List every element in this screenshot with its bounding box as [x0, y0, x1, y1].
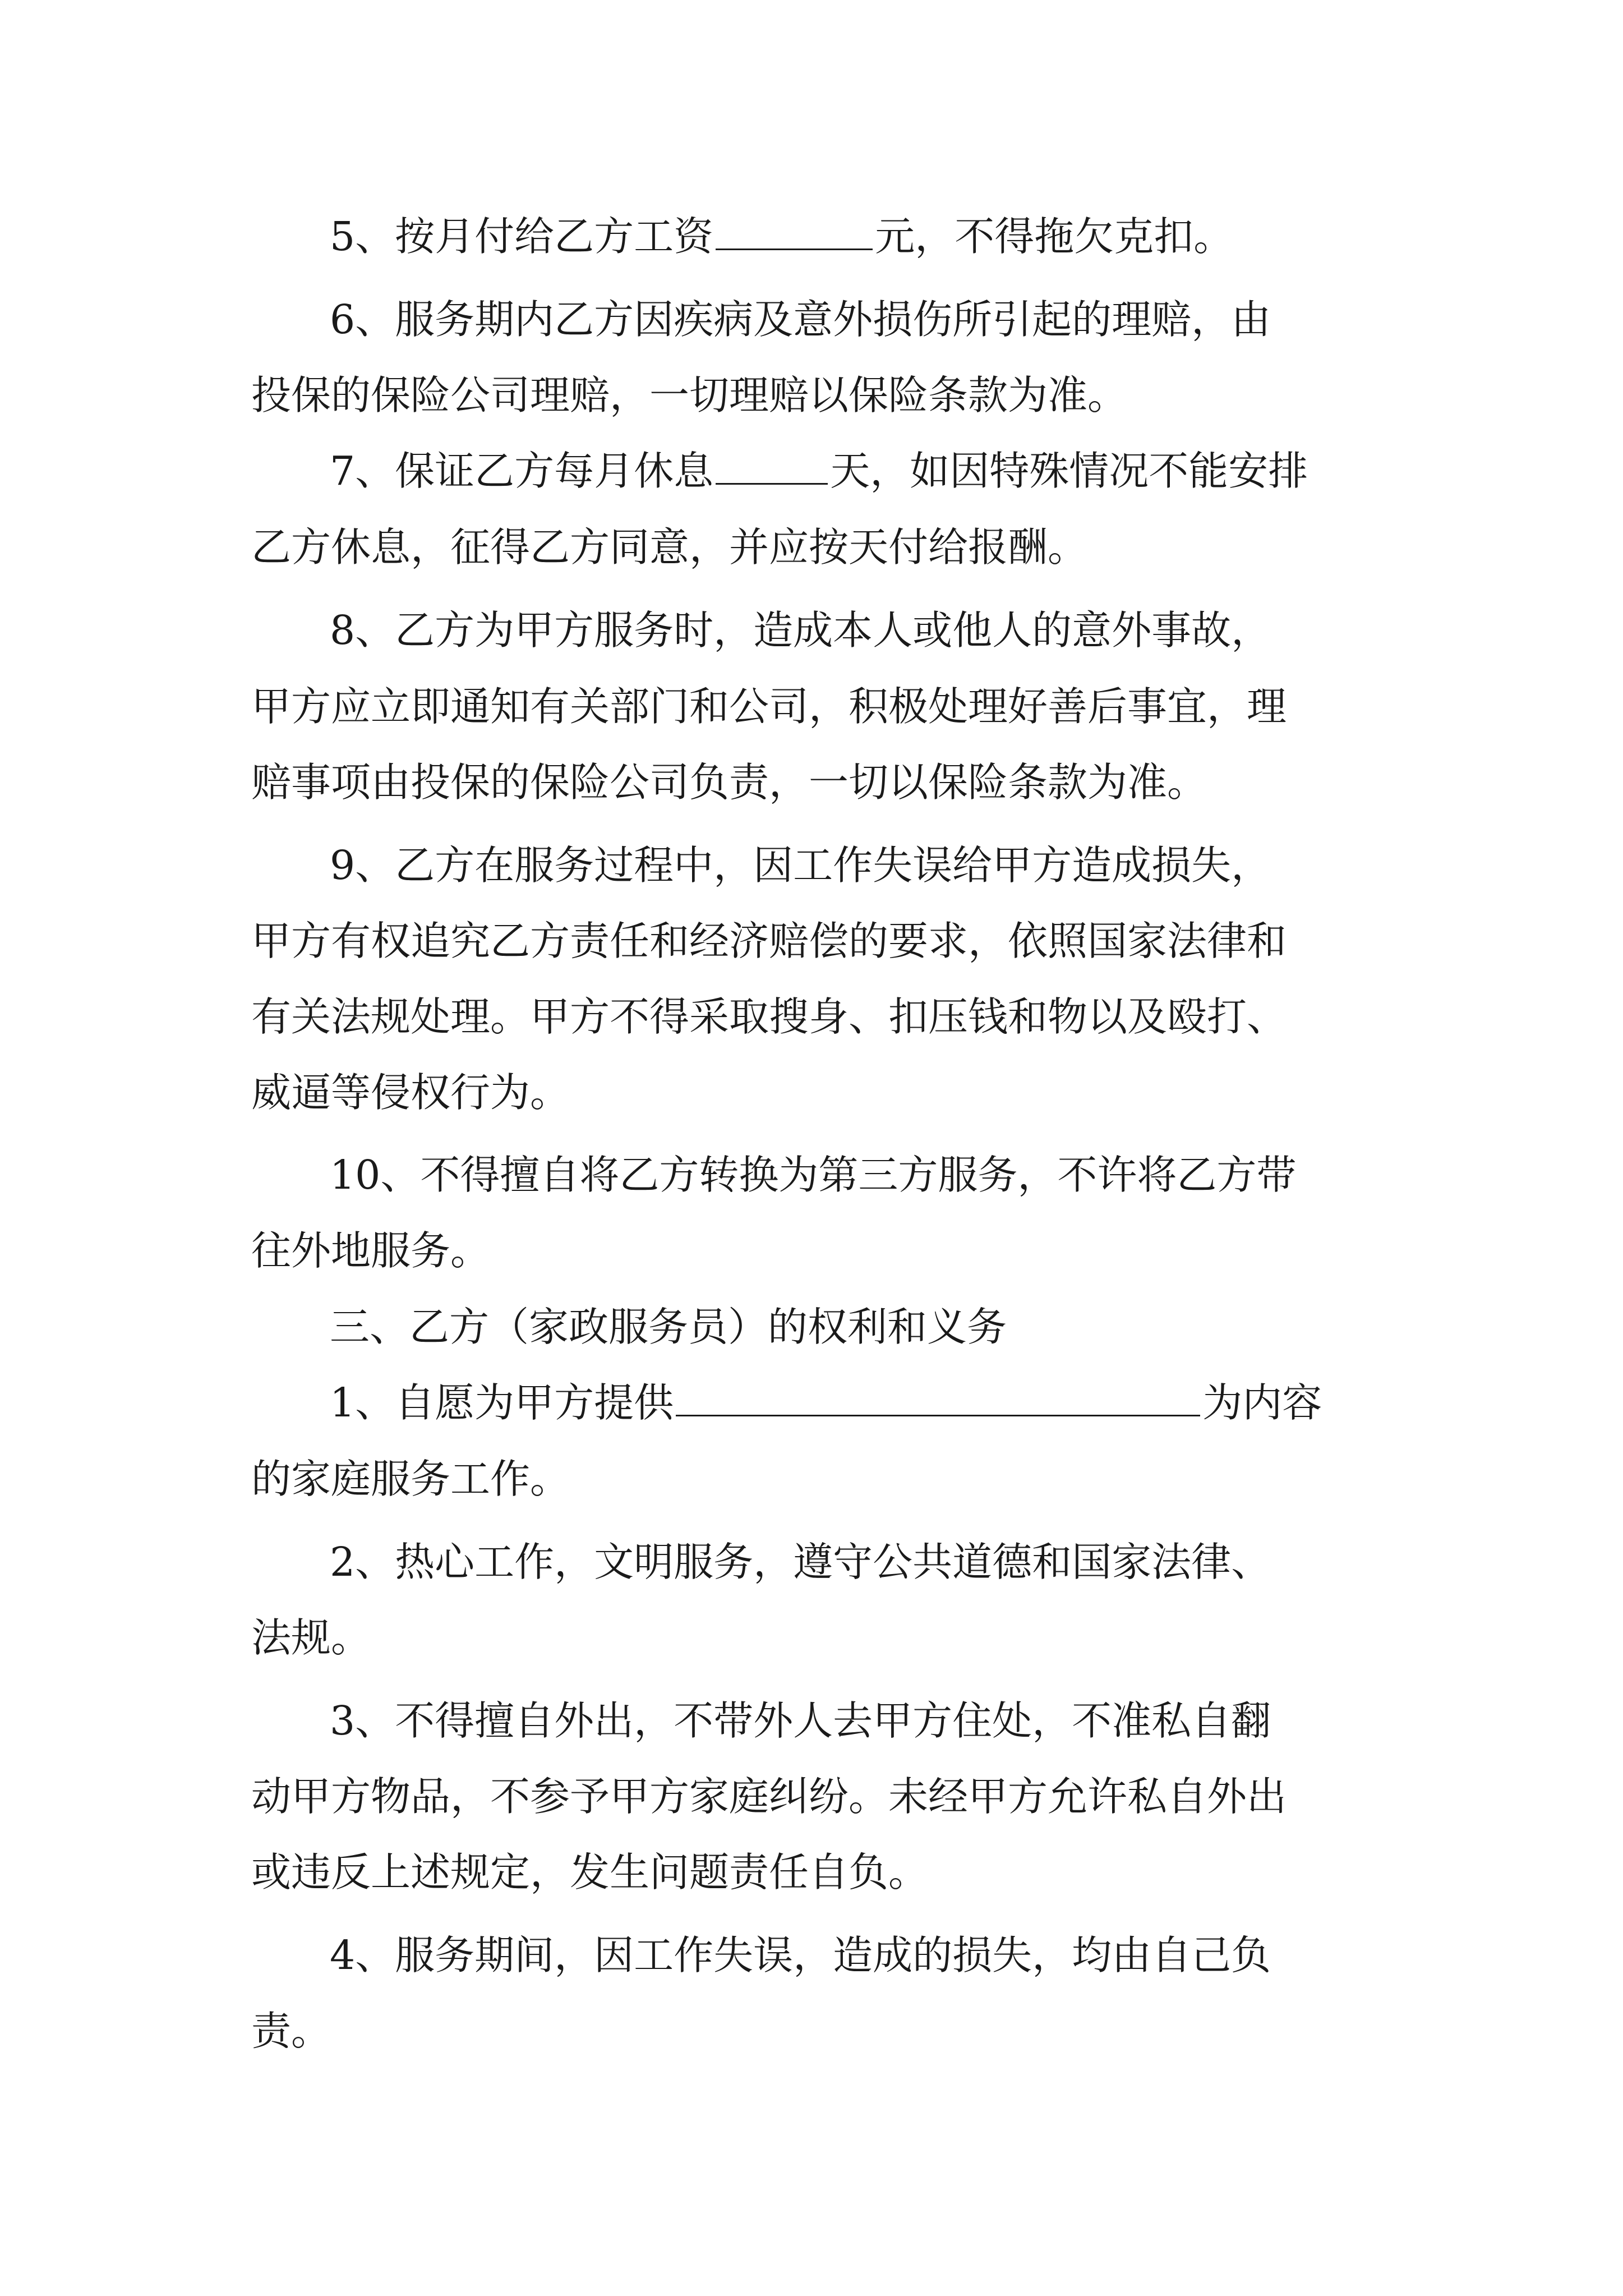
clause-text: 7、保证乙方每月休息 — [330, 448, 714, 494]
rest-days-blank — [716, 448, 828, 485]
duty-1-line-2 — [251, 1451, 570, 1507]
clause-text: 1、自愿为甲方提供 — [330, 1379, 674, 1426]
clause-8-line-3 — [251, 754, 1207, 811]
clause-text: 8、乙方为甲方服务时，造成本人或他人的意外事故， — [330, 607, 1271, 654]
clause-text: 责。 — [251, 2008, 331, 2054]
clause-text: 5、按月付给乙方工资 — [330, 213, 714, 260]
clause-7-line-2 — [251, 519, 1087, 576]
salary-blank — [716, 214, 873, 250]
duty-3-line-1 — [330, 1693, 1271, 1749]
duty-4-line-2 — [251, 2003, 331, 2059]
duty-2-line-1 — [330, 1534, 1271, 1590]
clause-10-line-1 — [330, 1147, 1296, 1203]
duty-2-line-2 — [251, 1610, 371, 1666]
clause-6-line-2 — [251, 367, 1127, 424]
section-heading — [330, 1299, 1007, 1355]
clause-text: 2、热心工作，文明服务，遵守公共道德和国家法律、 — [330, 1539, 1271, 1585]
clause-9-line-2 — [251, 913, 1287, 969]
clause-text: 3、不得擅自外出，不带外人去甲方住处，不准私自翻 — [330, 1697, 1271, 1744]
duty-1-line-1 — [330, 1375, 1322, 1431]
duty-3-line-2 — [251, 1769, 1287, 1825]
clause-text: 往外地服务。 — [251, 1227, 491, 1274]
section-title: 三、乙方（家政服务员）的权利和义务 — [330, 1304, 1007, 1350]
clause-7-line-1 — [330, 443, 1308, 499]
clause-text: 有关法规处理。甲方不得采取搜身、扣压钱和物以及殴打、 — [251, 993, 1287, 1040]
clause-text: 天，如因特殊情况不能安排 — [830, 448, 1308, 494]
clause-text: 为内容 — [1202, 1379, 1322, 1426]
duty-3-line-3 — [251, 1844, 928, 1901]
clause-text: 甲方应立即通知有关部门和公司，积极处理好善后事宜，理 — [251, 683, 1287, 730]
clause-text: 乙方休息，征得乙方同意，并应按天付给报酬。 — [251, 524, 1088, 570]
clause-9-line-3 — [251, 989, 1287, 1045]
clause-10-line-2 — [251, 1223, 490, 1279]
clause-6-line-1 — [330, 292, 1271, 348]
clause-text: 赔事项由投保的保险公司负责，一切以保险条款为准。 — [251, 759, 1207, 806]
clause-text: 甲方有权追究乙方责任和经济赔偿的要求，依照国家法律和 — [251, 918, 1287, 964]
clause-text: 法规。 — [251, 1614, 371, 1661]
clause-text: 动甲方物品，不参予甲方家庭纠纷。未经甲方允许私自外出 — [251, 1773, 1287, 1820]
clause-text: 10、不得擅自将乙方转换为第三方服务，不许将乙方带 — [330, 1152, 1297, 1198]
clause-text: 投保的保险公司理赔，一切理赔以保险条款为准。 — [251, 372, 1128, 418]
clause-8-line-1 — [330, 602, 1271, 659]
clause-9-line-4 — [251, 1065, 570, 1121]
clause-5-line-1 — [330, 209, 1233, 265]
clause-text: 或违反上述规定，发生问题责任自负。 — [251, 1849, 929, 1895]
clause-text: 威逼等侵权行为。 — [251, 1069, 570, 1116]
service-content-blank — [676, 1380, 1200, 1416]
duty-4-line-1 — [330, 1927, 1271, 1984]
clause-text: 6、服务期内乙方因疾病及意外损伤所引起的理赔，由 — [330, 296, 1271, 343]
clause-text: 9、乙方在服务过程中，因工作失误给甲方造成损失， — [330, 842, 1271, 889]
clause-text: 元，不得拖欠克扣。 — [875, 213, 1234, 260]
clause-8-line-2 — [251, 679, 1287, 735]
clause-text: 4、服务期间，因工作失误，造成的损失，均由自己负 — [330, 1932, 1271, 1978]
clause-9-line-1 — [330, 838, 1271, 894]
clause-text: 的家庭服务工作。 — [251, 1456, 570, 1502]
